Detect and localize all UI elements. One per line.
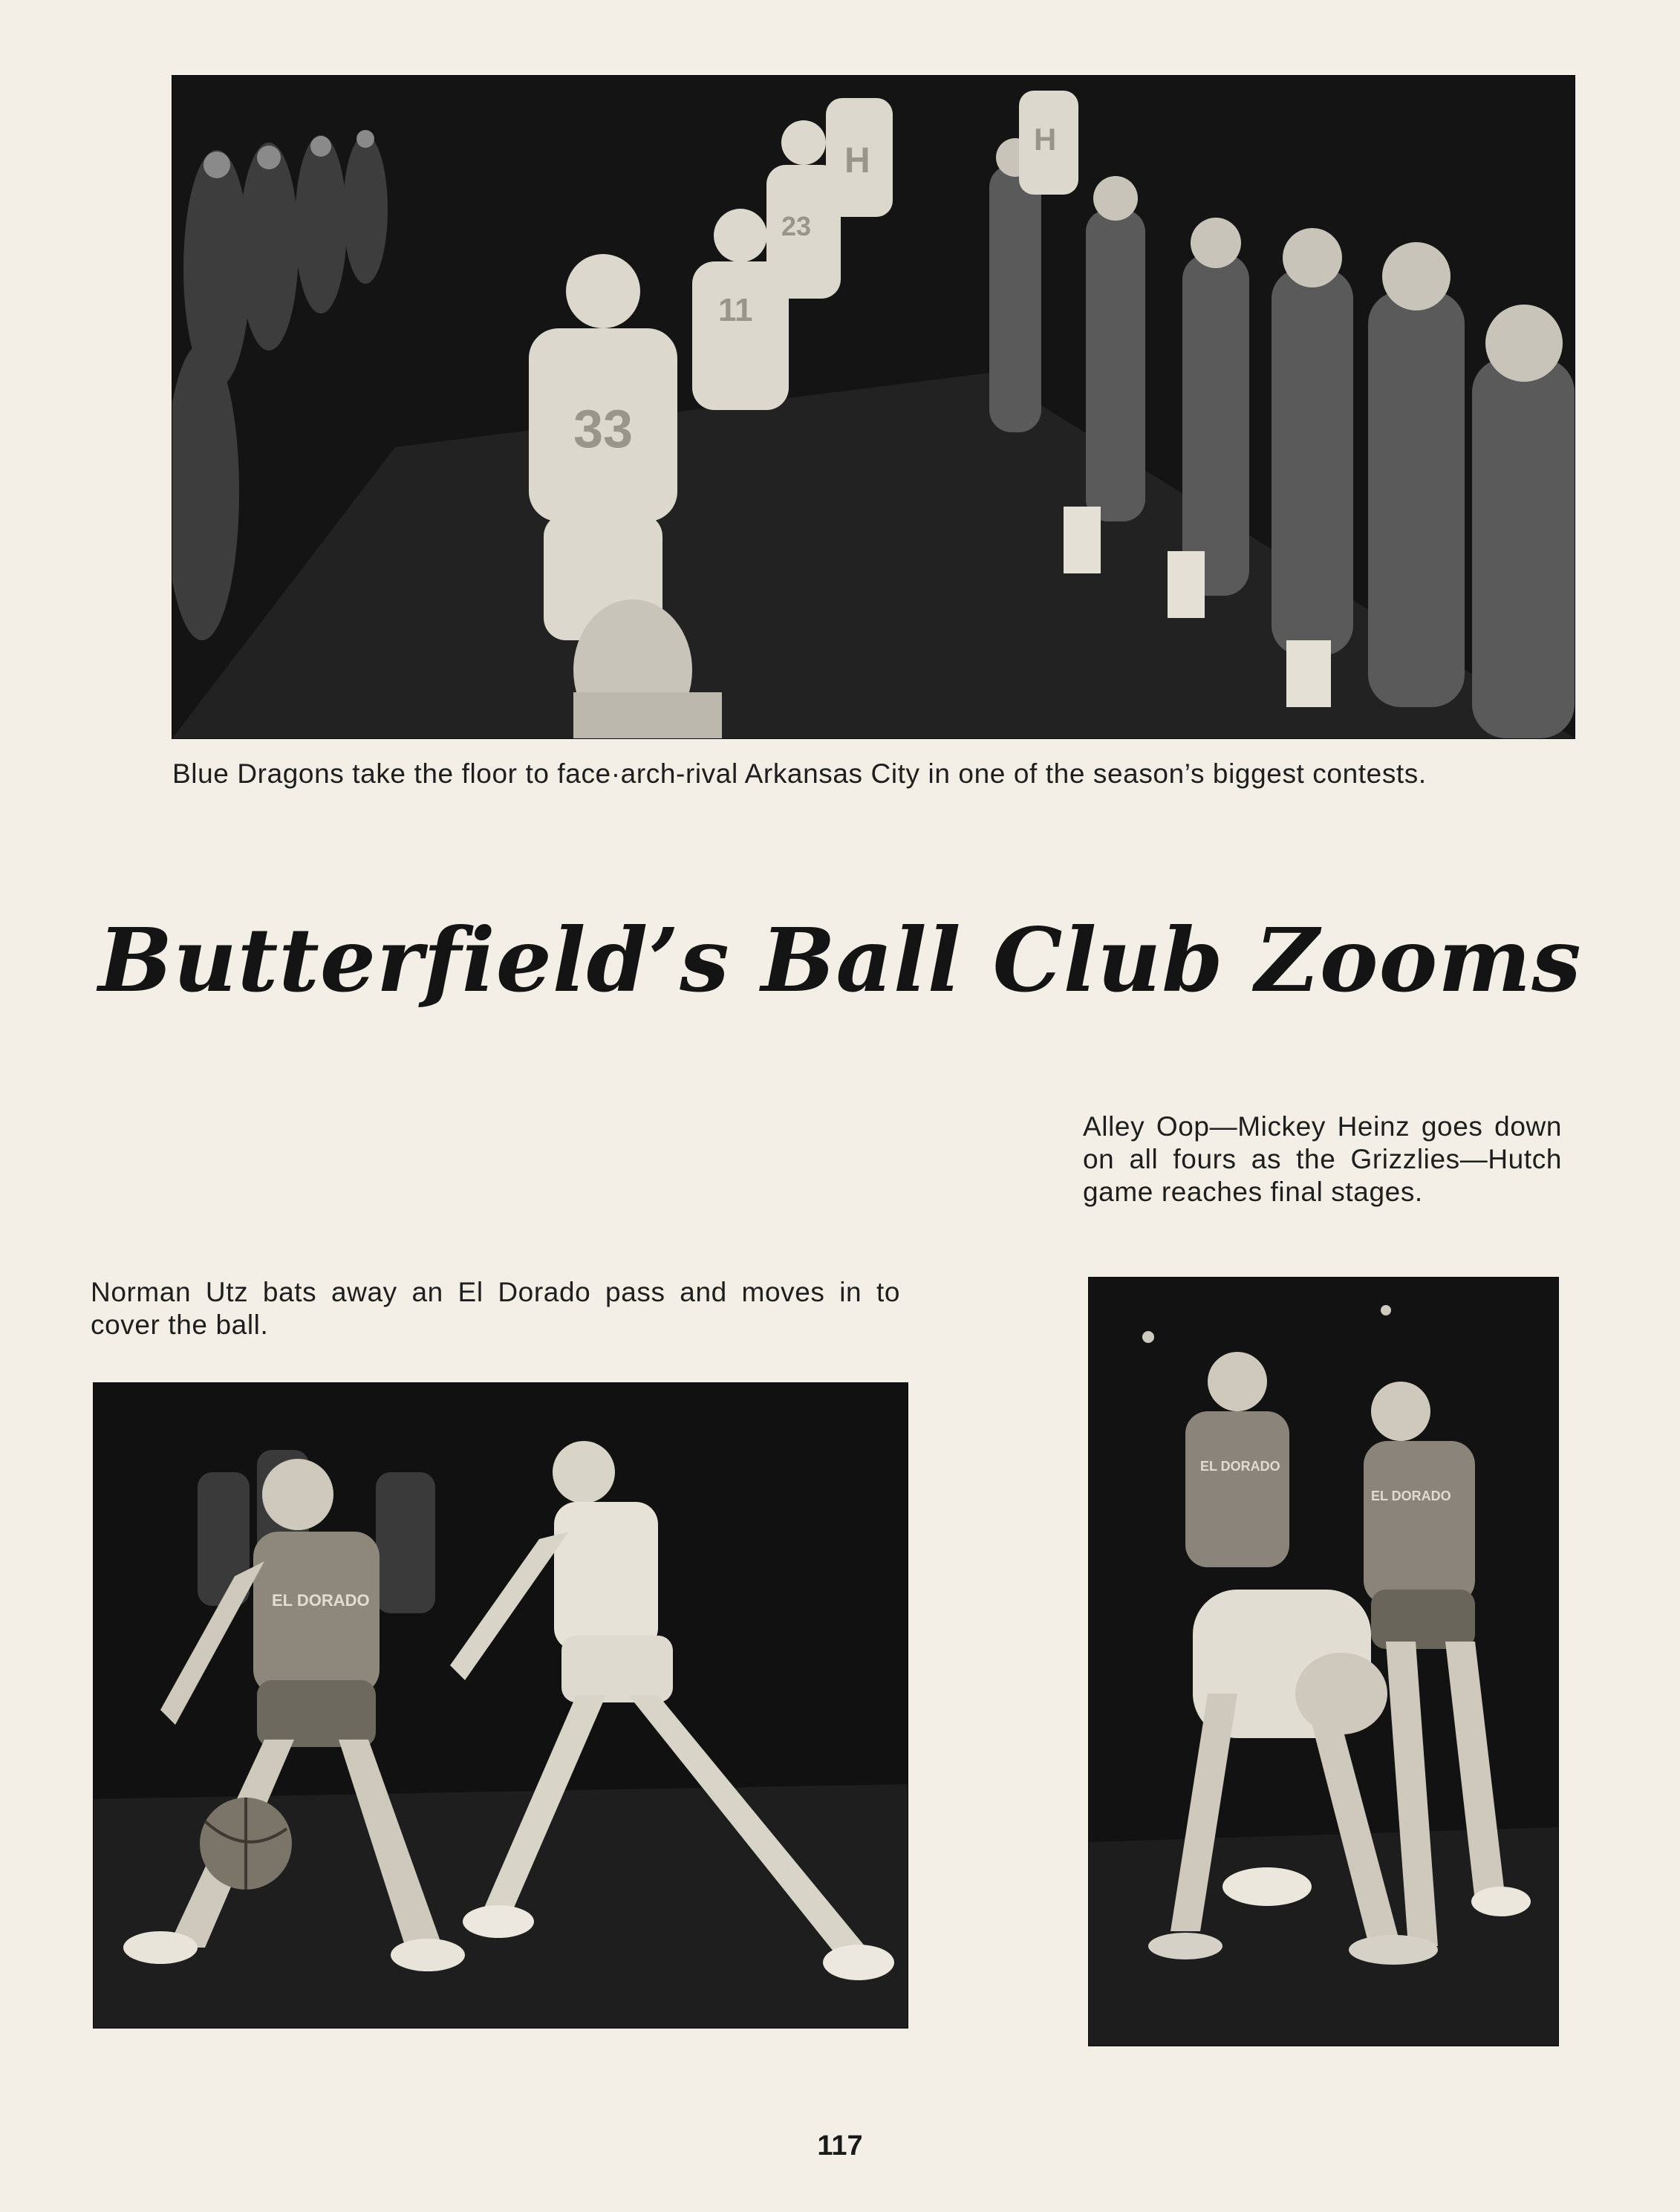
team-entrance-illustration (172, 76, 1575, 738)
team-entrance-photo (172, 76, 1575, 738)
ball-steal-photo (94, 1383, 908, 2028)
alley-oop-photo (1089, 1278, 1558, 2046)
el-dorado-jersey-text-right: EL DORADO (1371, 1489, 1451, 1503)
top-photo-caption: Blue Dragons take the floor to face·arch-rival Arkansas City in one of the season’s biggest contests. (172, 758, 1427, 789)
jersey-number-23: 23 (781, 211, 812, 241)
ball-steal-illustration (94, 1383, 908, 2028)
page-headline: Butterfield’s Ball Club Zooms (98, 908, 1582, 1012)
jersey-letter-h-2: H (1034, 122, 1057, 157)
right-photo-caption: Alley Oop—Mickey Heinz goes down on all fours as the Grizzlies—Hutch game reaches final stages. (1083, 1111, 1562, 1207)
page-number: 117 (817, 2130, 863, 2161)
el-dorado-jersey-text-left: EL DORADO (1200, 1459, 1280, 1474)
left-photo-caption: Norman Utz bats away an El Dorado pass and moves in to cover the ball. (91, 1277, 900, 1340)
alley-oop-illustration (1089, 1278, 1558, 2046)
jersey-number-33: 33 (573, 400, 634, 459)
el-dorado-jersey-text: EL DORADO (272, 1591, 370, 1610)
jersey-number-11: 11 (718, 292, 753, 328)
jersey-letter-h: H (844, 141, 870, 180)
